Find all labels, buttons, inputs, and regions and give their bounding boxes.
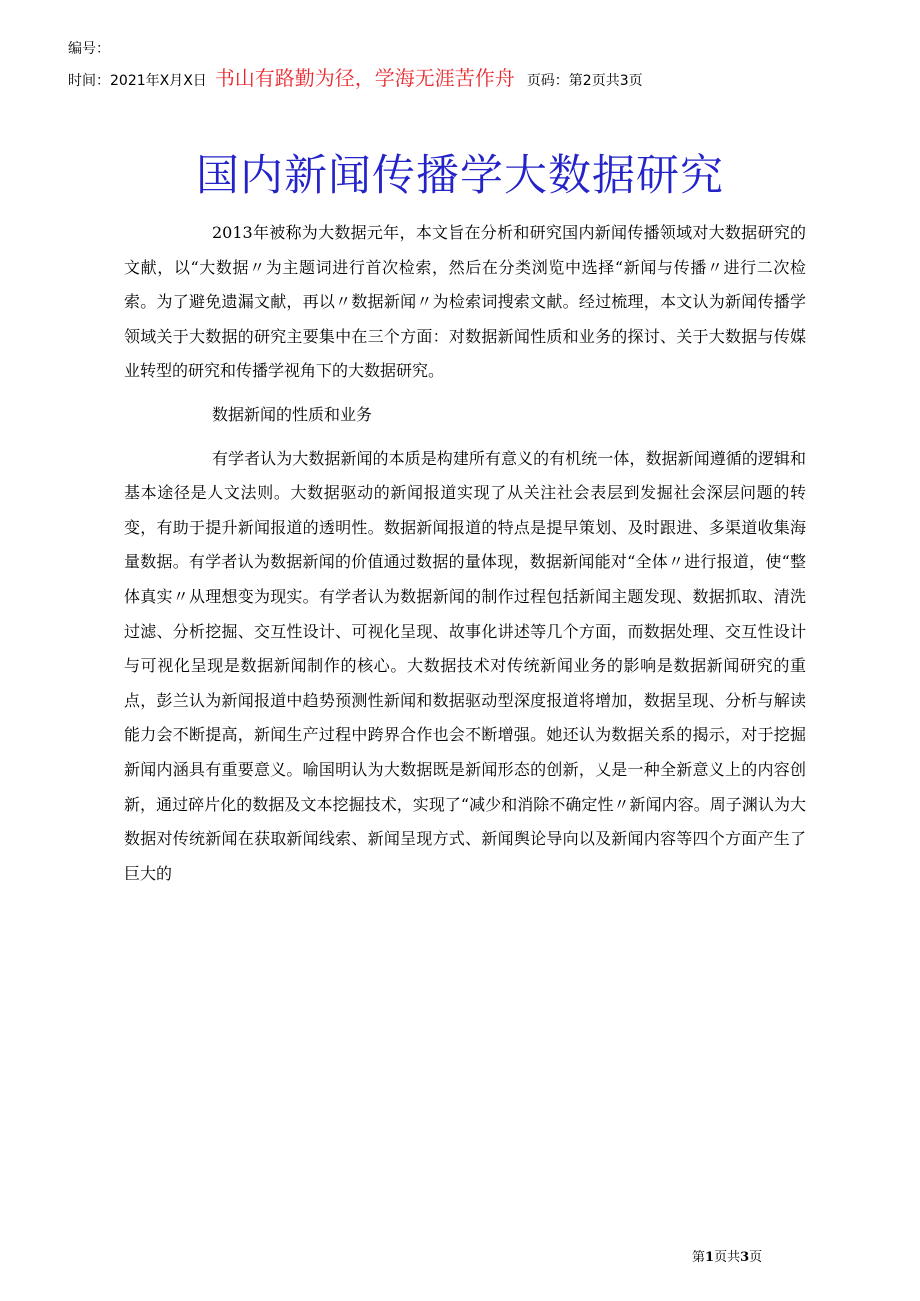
header-date: 时间：2021年X月X日: [68, 73, 207, 89]
footer-total-pages: 3: [740, 1250, 750, 1265]
footer-middle: 页共: [714, 1250, 741, 1265]
footer-current-page: 1: [705, 1250, 715, 1265]
page-footer: [692, 1246, 762, 1265]
header-slogan: 书山有路勤为径，学海无涯苦作舟: [214, 66, 515, 90]
section-heading: 数据新闻的性质和业务: [212, 404, 373, 424]
footer-prefix: 第: [692, 1250, 706, 1265]
document-body: [124, 216, 806, 891]
header-line: [68, 62, 643, 91]
intro-paragraph: 2013年被称为大数据元年，本文旨在分析和研究国内新闻传播领域对大数据研究的文献，以“大数据〃为主题词进行首次检索，然后在分类浏览中选择“新闻与传播〃进行二次检索。为了避免遗漏文献，再以〃数据新闻〃为检索词搜索文献。经过梳理，本文认为新闻传播学领域关于大数据的研究主要集中在三个方面：对数据新闻性质和业务的探讨、关于大数据与传媒业转型的研究和传播学视角下的大数据研究。: [124, 223, 806, 381]
document-title: 国内新闻传播学大数据研究: [196, 151, 724, 201]
header-page-info: 页码：第2页共3页: [526, 73, 643, 89]
document-number-label: 编号：: [68, 41, 110, 57]
body-paragraph: 有学者认为大数据新闻的本质是构建所有意义的有机统一体，数据新闻遵循的逻辑和基本途径是人文法则。大数据驱动的新闻报道实现了从关注社会表层到发掘社会深层问题的转变，有助于提升新闻报道的透明性。数据新闻报道的特点是提早策划、及时跟进、多渠道收集海量数据。有学者认为数据新闻的价值通过数据的量体现，数据新闻能对“全体〃进行报道，使“整体真实〃从理想变为现实。有学者认为数据新闻的制作过程包括新闻主题发现、数据抓取、清洗过滤、分析挖掘、交互性设计、可视化呈现、故事化讲述等几个方面，而数据处理、交互性设计与可视化呈现是数据新闻制作的核心。大数据技术对传统新闻业务的影响是数据新闻研究的重点，彭兰认为新闻报道中趋势预测性新闻和数据驱动型深度报道将增加，数据呈现、分析与解读能力会不断提高，新闻生产过程中跨界合作也会不断增强。她还认为数据关系的揭示，对于挖掘新闻内涵具有重要意义。喻国明认为大数据既是新闻形态的创新，乂是一种全新意义上的内容创新，通过碎片化的数据及文本挖掘技术，实现了“减少和消除不确定性〃新闻内容。周子渊认为大数据对传统新闻在获取新闻线索、新闻呈现方式、新闻舆论导向以及新闻内容等四个方面产生了巨大的: [124, 448, 806, 883]
footer-suffix: 页: [749, 1250, 763, 1265]
